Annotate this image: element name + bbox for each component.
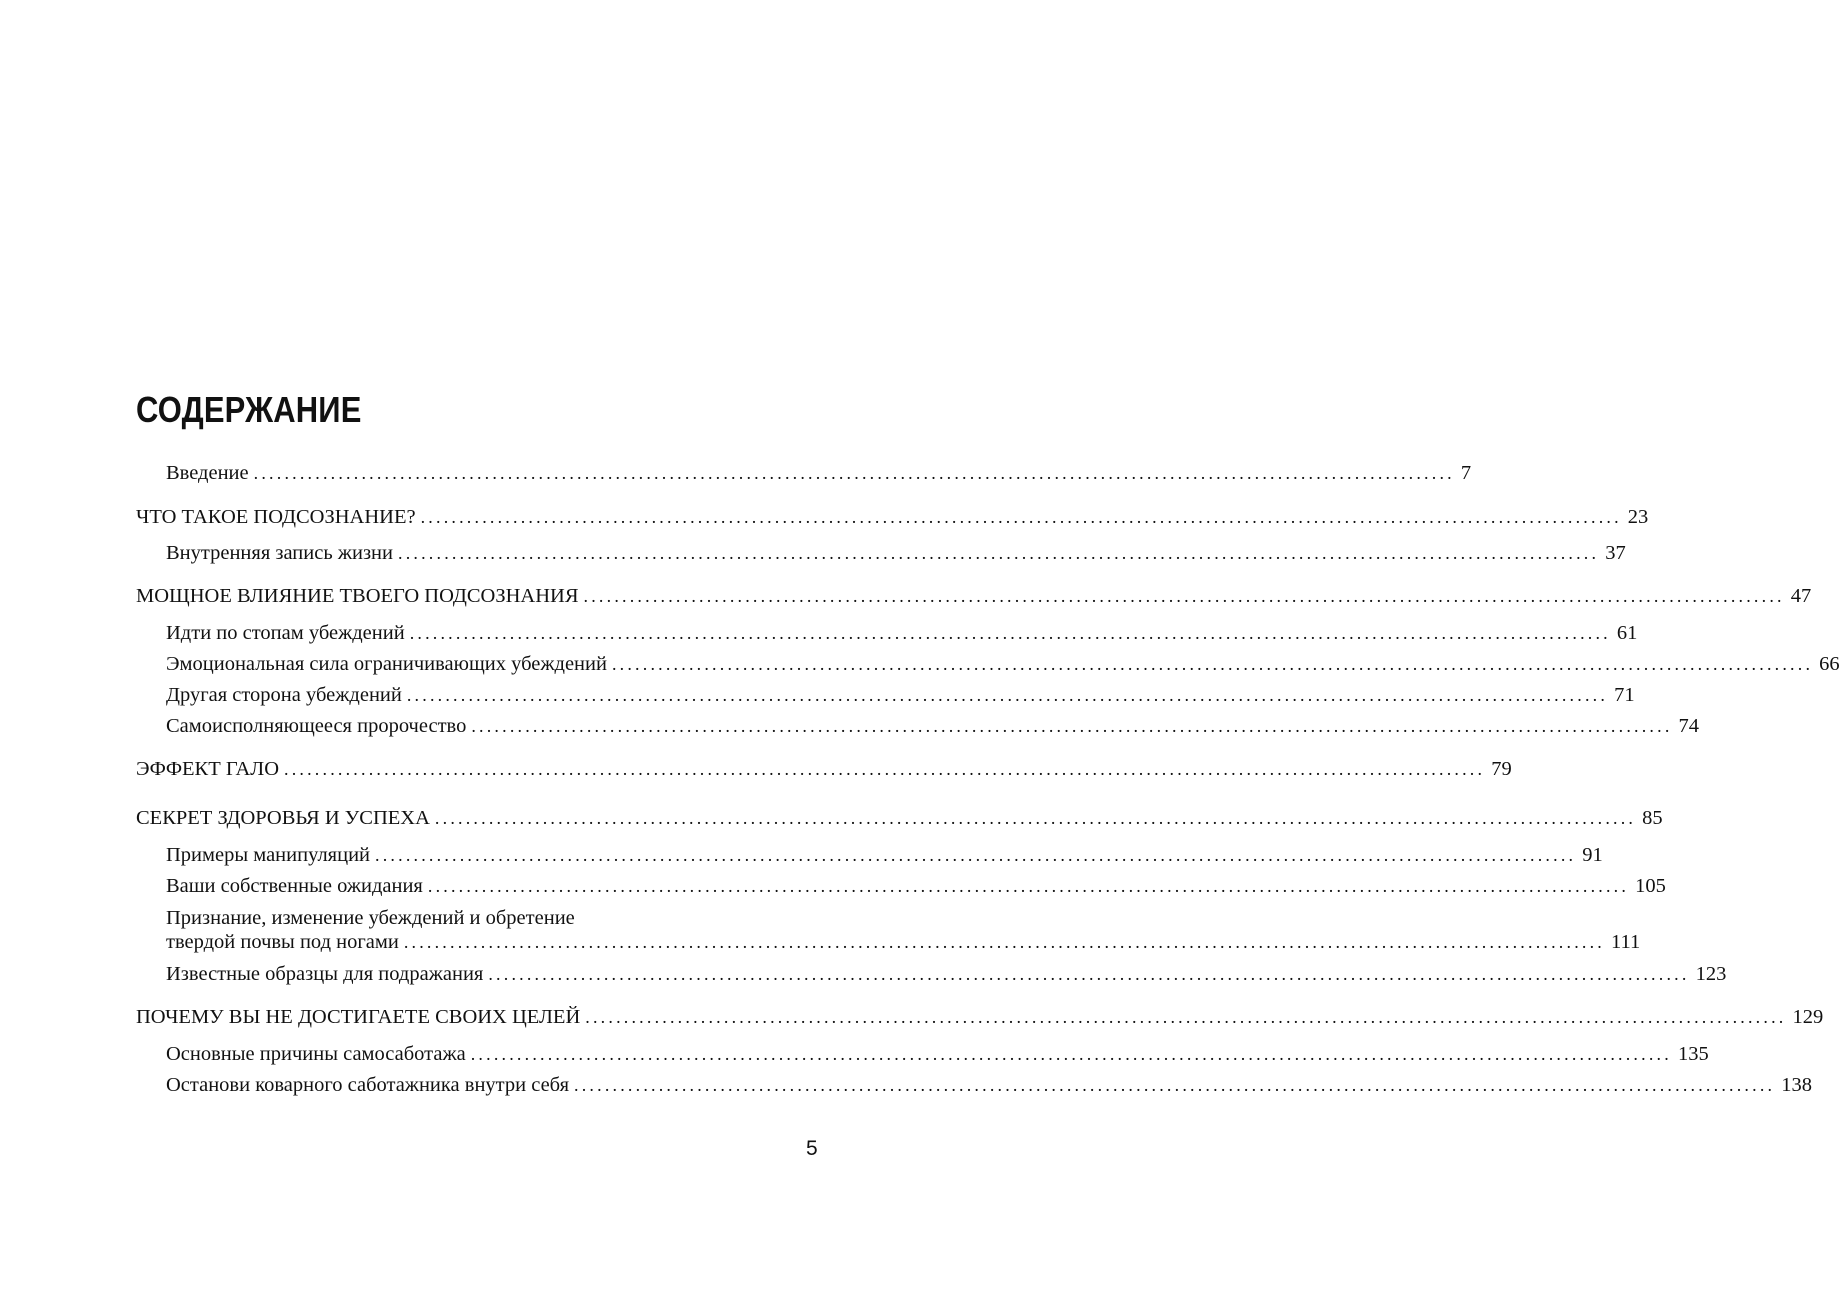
toc-entry[interactable] [166,541,1626,565]
toc-entry-title: Идти по стопам убеждений [166,622,405,644]
toc-entry-page: 123 [1695,963,1727,985]
toc-entry[interactable] [166,906,1641,954]
dot-leader: ............................................................................................................................................................ [471,716,1673,736]
toc-entry-title: Внутренняя запись жизни [166,542,393,564]
toc-entry-title: ЧТО ТАКОЕ ПОДСОЗНАНИЕ? [136,506,416,528]
toc-entry-title: Другая сторона убеждений [166,684,402,706]
dot-leader: ............................................................................................................................................................ [488,964,1690,984]
dot-leader: ............................................................................................................................................................ [409,623,1611,643]
dot-leader: ............................................................................................................................................................ [403,932,1606,952]
toc-entry-title-line1: Признание, изменение убеждений и обретение [166,907,575,929]
toc-entry-page: 74 [1678,715,1700,737]
toc-entry-title: Эмоциональная сила ограничивающих убеждений [166,653,607,675]
toc-entry-page: 105 [1635,875,1666,897]
toc-entry-page: 85 [1642,807,1663,829]
toc-entry-page: 7 [1460,462,1472,484]
page-title: СОДЕРЖАНИЕ [136,389,362,430]
toc-entry[interactable] [136,1005,1824,1029]
toc-entry[interactable] [166,1042,1709,1066]
toc-entry-title: Примеры манипуляций [166,844,371,866]
page-number: 5 [806,1137,818,1160]
toc-entry-page: 135 [1677,1043,1709,1065]
toc-entry-title: СЕКРЕТ ЗДОРОВЬЯ И УСПЕХА [136,807,430,829]
toc-entry[interactable] [136,757,1512,781]
toc-entry-page: 71 [1614,684,1635,706]
dot-leader: ............................................................................................................................................................ [611,654,1814,674]
toc-entry-title: Самоисполняющееся пророчество [166,715,467,737]
toc-entry-page: 37 [1605,542,1626,564]
toc-entry-title: Останови коварного саботажника внутри себя [166,1074,570,1096]
dot-leader: ............................................................................................................................................................ [284,759,1486,779]
toc-entry-page: 111 [1611,931,1641,953]
toc-entry-page: 91 [1582,844,1603,866]
toc-entry-title: Известные образцы для подражания [166,963,484,985]
dot-leader: ............................................................................................................................................................ [253,463,1455,483]
toc-entry[interactable] [136,505,1649,529]
toc-entry[interactable] [166,874,1666,898]
toc-entry-title: Основные причины самосаботажа [166,1043,466,1065]
dot-leader: ............................................................................................................................................................ [434,808,1637,828]
toc-entry-page: 129 [1792,1006,1824,1028]
toc-entry[interactable] [136,584,1812,608]
toc-entry[interactable] [166,714,1700,738]
dot-leader: ............................................................................................................................................................ [574,1075,1776,1095]
dot-leader: ............................................................................................................................................................ [398,543,1600,563]
toc-entry[interactable] [136,806,1663,830]
toc-entry[interactable] [166,1073,1812,1097]
toc-entry-page: 79 [1491,758,1512,780]
toc-entry[interactable] [166,843,1603,867]
dot-leader: ............................................................................................................................................................ [470,1044,1672,1064]
toc-entry-title: ПОЧЕМУ ВЫ НЕ ДОСТИГАЕТЕ СВОИХ ЦЕЛЕЙ [136,1006,581,1028]
dot-leader: ............................................................................................................................................................ [420,507,1622,527]
toc-entry[interactable] [166,461,1472,485]
toc-entry-title: Ваши собственные ожидания [166,875,423,897]
dot-leader: ............................................................................................................................................................ [406,685,1609,705]
toc-entry-title: ЭФФЕКТ ГАЛО [136,758,279,780]
dot-leader: ............................................................................................................................................................ [585,1007,1787,1027]
toc-entry-page: 23 [1627,506,1649,528]
toc-entry[interactable] [166,962,1727,986]
toc-entry[interactable] [166,683,1635,707]
toc-entry-title-line2: твердой почвы под ногами [166,931,399,953]
toc-entry-page: 61 [1616,622,1638,644]
dot-leader: ............................................................................................................................................................ [375,845,1577,865]
toc-entry-title: Введение [166,462,249,484]
toc-entry[interactable] [166,621,1638,645]
dot-leader: ............................................................................................................................................................ [583,586,1785,606]
toc-entry-title: МОЩНОЕ ВЛИЯНИЕ ТВОЕГО ПОДСОЗНАНИЯ [136,585,579,607]
dot-leader: ............................................................................................................................................................ [427,876,1630,896]
toc-entry-page: 47 [1790,585,1812,607]
toc-entry-page: 66 [1819,653,1840,675]
toc-entry[interactable] [166,652,1840,676]
toc-entry-page: 138 [1781,1074,1812,1096]
